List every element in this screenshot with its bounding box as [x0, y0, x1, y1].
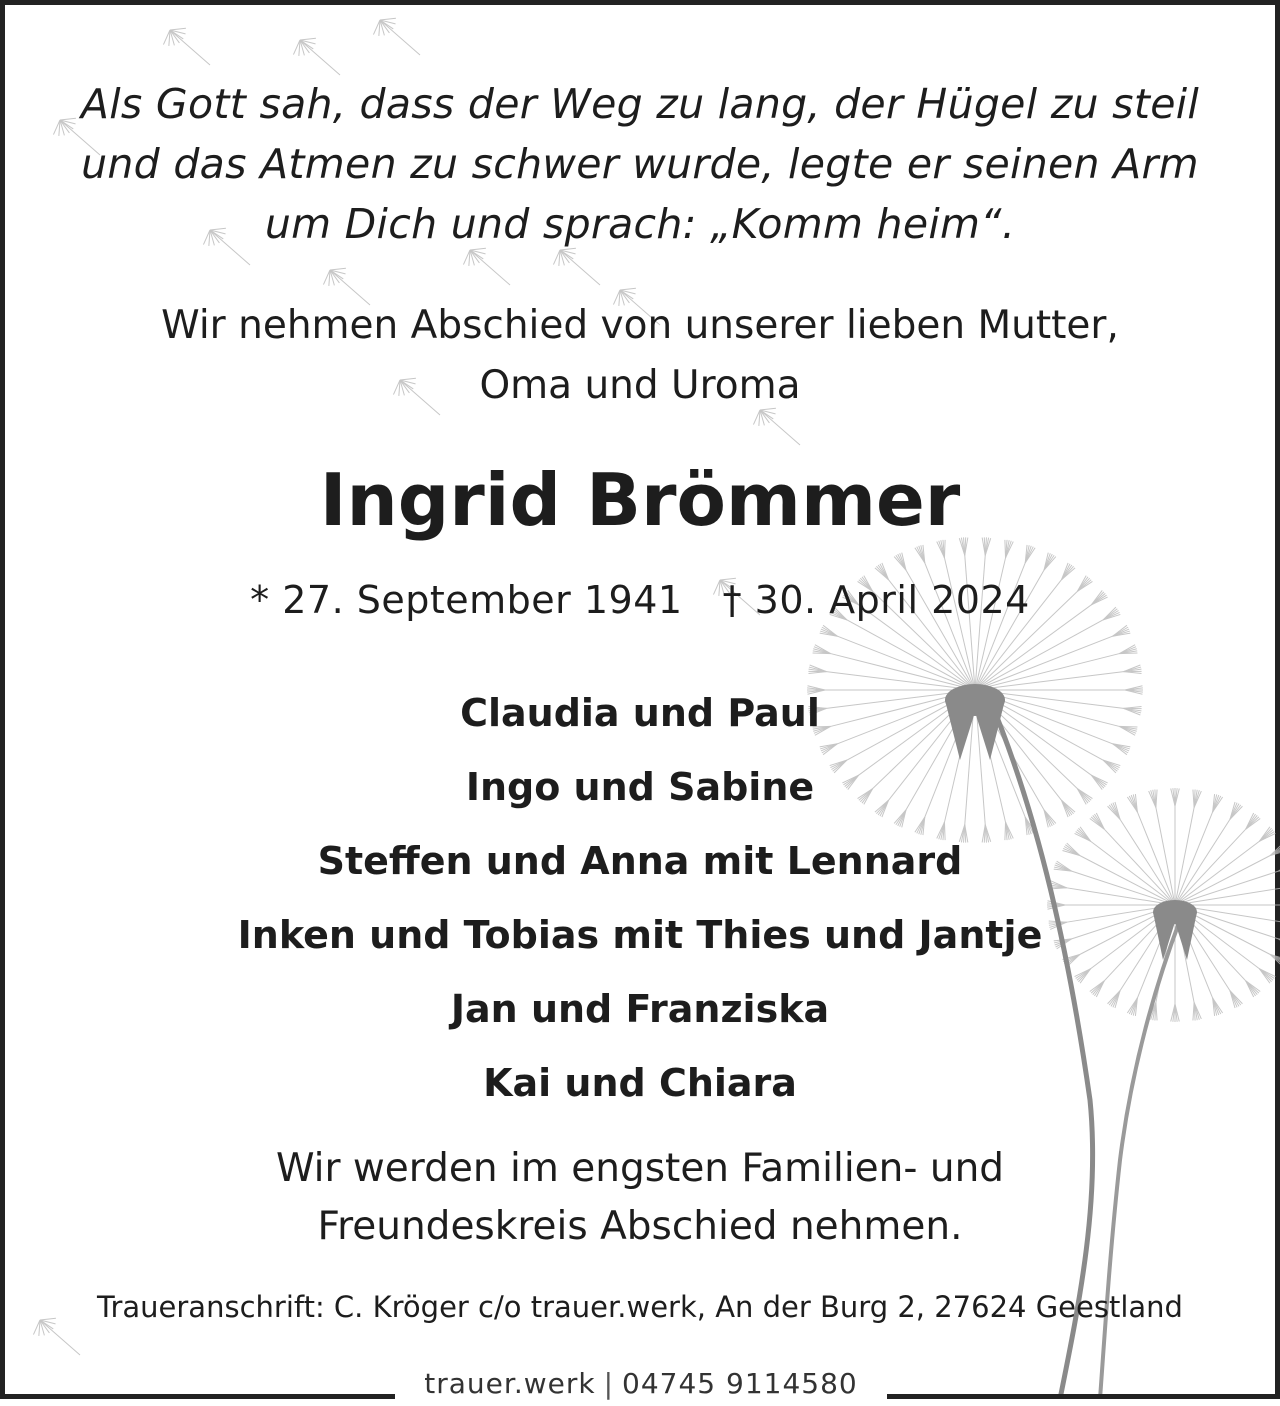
deceased-name: Ingrid Brömmer — [0, 450, 1280, 550]
verse-line: und das Atmen zu schwer wurde, legte er seinen Arm — [0, 134, 1280, 194]
closing-line: Freundeskreis Abschied nehmen. — [0, 1198, 1280, 1256]
verse-line: Als Gott sah, dass der Weg zu lang, der Hügel zu steil — [0, 74, 1280, 134]
birth-date: * 27. September 1941 — [250, 570, 682, 630]
closing — [0, 1140, 1280, 1256]
mourners-list — [0, 676, 1280, 1120]
death-date: † 30. April 2024 — [723, 570, 1030, 630]
footer-phone: 04745 9114580 — [622, 1367, 858, 1400]
mourner-line: Kai und Chiara — [0, 1046, 1280, 1120]
life-dates — [0, 570, 1280, 630]
closing-line: Wir werden im engsten Familien- und — [0, 1140, 1280, 1198]
intro — [0, 296, 1280, 416]
mourner-line: Ingo und Sabine — [0, 750, 1280, 824]
verse-line: um Dich und sprach: „Komm heim“. — [0, 194, 1280, 254]
mourning-address: Traueranschrift: C. Kröger c/o trauer.werk, An der Burg 2, 27624 Geestland — [0, 1285, 1280, 1329]
mourner-line: Steffen und Anna mit Lennard — [0, 824, 1280, 898]
intro-line: Oma und Uroma — [0, 356, 1280, 416]
footer-separator: | — [596, 1367, 622, 1400]
mourner-line: Inken und Tobias mit Thies und Jantje — [0, 898, 1280, 972]
footer — [395, 1362, 887, 1399]
mourner-line: Claudia und Paul — [0, 676, 1280, 750]
mourner-line: Jan und Franziska — [0, 972, 1280, 1046]
intro-line: Wir nehmen Abschied von unserer lieben Mutter, — [0, 296, 1280, 356]
verse — [0, 74, 1280, 254]
footer-brand: trauer.werk — [424, 1367, 595, 1400]
